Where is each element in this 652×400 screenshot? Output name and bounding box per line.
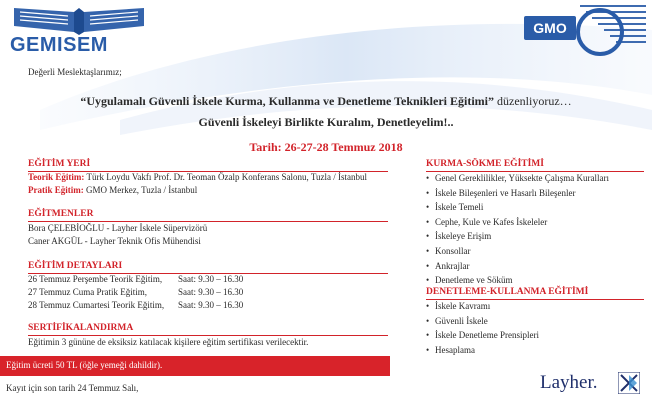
detail-day: 28 Temmuz Cumartesi Teorik Eğitim, [28,300,165,310]
list-item: • İskele Kavramı [426,301,539,316]
trainer-item: Caner AKGÜL - Layher Teknik Ofis Mühendisi [28,236,201,246]
list-item: • Hesaplama [426,345,539,360]
practice-label: Pratik Eğitim: [28,185,84,195]
location-theory [28,172,367,182]
list-item: • İskele Denetleme Prensipleri [426,330,539,345]
detail-time: Saat: 9.30 – 16.30 [178,274,244,284]
details-title: EĞİTİM DETAYLARI [28,261,123,271]
gemisem-wordmark: GEMISEM [10,34,108,56]
location-practice [28,185,197,195]
certificate-divider [28,335,388,336]
list-item: • Genel Gereklilikler, Yüksekte Çalışma Kuralları [426,173,609,188]
detail-day: 26 Temmuz Perşembe Teorik Eğitim, [28,274,163,284]
training-title: “Uygulamalı Güvenli İskele Kurma, Kullanma ve Denetleme Teknikleri Eğitimi” [80,94,494,108]
book-icon [4,2,154,38]
salutation: Değerli Meslektaşlarımız; [28,67,122,77]
certificate-text: Eğitimin 3 gününe de eksiksiz katılacak kişilere eğitim sertifikası verilecektir. [28,337,309,347]
list-item: • Konsollar [426,246,609,261]
assembly-divider [426,171,644,172]
list-item: • Ankrajlar [426,261,609,276]
inspection-divider [426,299,644,300]
inspection-title: DENETLEME-KULLANMA EĞİTİMİ [426,287,589,297]
list-item: • İskele Bileşenleri ve Hasarlı Bileşenler [426,188,609,203]
gmo-logo [522,4,648,66]
layher-logo: Layher. [540,372,598,393]
fee-text: Eğitim ücreti 50 TL (öğle yemeği dahildir). [6,360,163,370]
registration-deadline: Kayıt için son tarih 24 Temmuz Salı, [6,383,139,393]
training-date: Tarih: 26-27-28 Temmuz 2018 [249,140,403,154]
assembly-list [426,173,609,290]
detail-time: Saat: 9.30 – 16.30 [178,287,244,297]
theory-value: Türk Loydu Vakfı Prof. Dr. Teoman Özalp Konferans Salonu, Tuzla / İstanbul [84,172,368,182]
assembly-title: KURMA-SÖKME EĞİTİMİ [426,159,544,169]
intro-suffix: düzenliyoruz… [494,94,572,108]
practice-value: GMO Merkez, Tuzla / İstanbul [83,185,198,195]
list-item: • İskele Temeli [426,202,609,217]
layher-mark-icon [618,372,640,394]
intro-line [0,94,652,109]
slogan: Güvenli İskeleyi Birlikte Kuralım, Denetleyelim!.. [198,115,454,129]
theory-label: Teorik Eğitim: [28,172,85,182]
detail-day: 27 Temmuz Cuma Pratik Eğitim, [28,287,147,297]
trainer-item: Bora ÇELEBİOĞLU - Layher İskele Süpervizörü [28,223,208,233]
trainers-divider [28,221,388,222]
gmo-logo-text: GMO [533,20,567,36]
list-item: • Denetleme ve Söküm [426,275,609,290]
inspection-list [426,301,539,359]
list-item: • İskeleye Erişim [426,231,609,246]
gemisem-logo [4,2,154,58]
list-item: • Cephe, Kule ve Kafes İskeleler [426,217,609,232]
list-item: • Güvenli İskele [426,316,539,331]
detail-time: Saat: 9.30 – 16.30 [178,300,244,310]
location-title: EĞİTİM YERİ [28,159,91,169]
certificate-title: SERTİFİKALANDIRMA [28,323,134,333]
trainers-title: EĞİTMENLER [28,209,94,219]
